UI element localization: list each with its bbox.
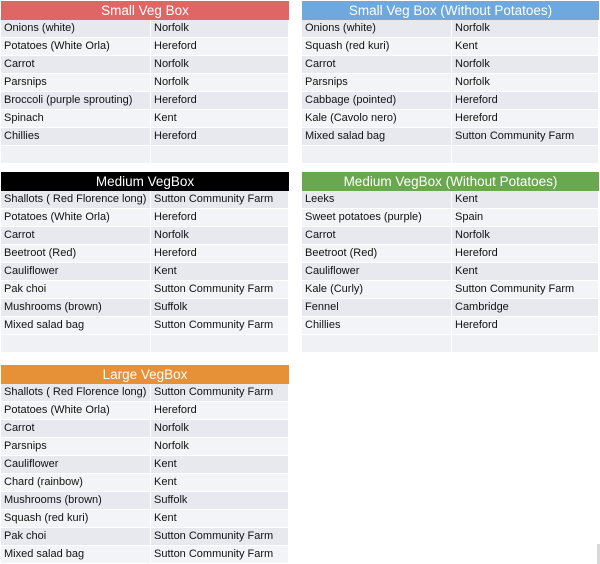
item-cell: Carrot	[302, 227, 452, 245]
origin-cell	[151, 146, 289, 164]
item-cell: Potatoes (White Orla)	[1, 209, 151, 227]
origin-cell: Hereford	[452, 245, 599, 263]
table-row	[1, 245, 289, 263]
origin-cell	[452, 335, 599, 353]
medium-veg-box	[1, 172, 289, 353]
item-cell	[302, 146, 452, 164]
table-row	[1, 146, 289, 164]
table-row	[1, 546, 289, 564]
table-row	[302, 335, 599, 353]
table-row	[1, 492, 289, 510]
origin-cell: Kent	[151, 456, 289, 474]
origin-cell: Norfolk	[151, 20, 289, 38]
origin-cell: Kent	[151, 110, 289, 128]
item-cell: Chillies	[302, 317, 452, 335]
item-cell: Squash (red kuri)	[1, 510, 151, 528]
origin-cell: Sutton Community Farm	[452, 128, 599, 146]
origin-cell: Sutton Community Farm	[151, 528, 289, 546]
table-row	[1, 420, 289, 438]
origin-cell: Norfolk	[452, 20, 599, 38]
item-cell: Onions (white)	[1, 20, 151, 38]
item-cell: Carrot	[302, 56, 452, 74]
table-row	[302, 227, 599, 245]
table-row	[302, 128, 599, 146]
item-cell: Kale (Curly)	[302, 281, 452, 299]
table-row	[1, 227, 289, 245]
table-row	[1, 209, 289, 227]
origin-cell: Hereford	[151, 92, 289, 110]
item-cell: Spinach	[1, 110, 151, 128]
origin-cell: Sutton Community Farm	[151, 384, 289, 402]
origin-cell: Norfolk	[151, 227, 289, 245]
origin-cell: Kent	[452, 191, 599, 209]
small-veg-box-without-potatoes	[302, 1, 599, 164]
item-cell: Shallots ( Red Florence long)	[1, 191, 151, 209]
small-veg-box	[1, 1, 289, 164]
table-row	[1, 474, 289, 492]
origin-cell: Hereford	[151, 209, 289, 227]
origin-cell: Suffolk	[151, 299, 289, 317]
item-cell: Chard (rainbow)	[1, 474, 151, 492]
table-row	[302, 263, 599, 281]
origin-cell: Norfolk	[151, 56, 289, 74]
origin-cell	[151, 335, 289, 353]
box-table	[302, 191, 599, 353]
item-cell: Mushrooms (brown)	[1, 492, 151, 510]
origin-cell: Norfolk	[452, 74, 599, 92]
table-row	[1, 317, 289, 335]
item-cell: Pak choi	[1, 528, 151, 546]
table-row	[302, 299, 599, 317]
table-row	[1, 92, 289, 110]
table-row	[1, 510, 289, 528]
table-row	[302, 146, 599, 164]
item-cell: Cabbage (pointed)	[302, 92, 452, 110]
table-row	[1, 20, 289, 38]
table-row	[1, 384, 289, 402]
origin-cell: Kent	[151, 474, 289, 492]
origin-cell: Kent	[452, 38, 599, 56]
table-row	[1, 299, 289, 317]
origin-cell: Sutton Community Farm	[151, 317, 289, 335]
origin-cell: Hereford	[151, 38, 289, 56]
item-cell: Cauliflower	[302, 263, 452, 281]
table-row	[302, 20, 599, 38]
box-title: Small Veg Box	[1, 1, 289, 20]
item-cell	[302, 335, 452, 353]
origin-cell: Sutton Community Farm	[151, 191, 289, 209]
origin-cell	[452, 146, 599, 164]
origin-cell: Cambridge	[452, 299, 599, 317]
item-cell: Mixed salad bag	[1, 546, 151, 564]
item-cell	[1, 146, 151, 164]
item-cell: Carrot	[1, 56, 151, 74]
table-row	[1, 528, 289, 546]
origin-cell: Kent	[452, 263, 599, 281]
box-table	[302, 20, 599, 164]
item-cell: Cauliflower	[1, 456, 151, 474]
box-title: Small Veg Box (Without Potatoes)	[302, 1, 599, 20]
item-cell: Cauliflower	[1, 263, 151, 281]
origin-cell: Sutton Community Farm	[452, 281, 599, 299]
medium-veg-box-without-potatoes	[302, 172, 599, 353]
table-row	[1, 128, 289, 146]
table-row	[302, 317, 599, 335]
item-cell: Shallots ( Red Florence long)	[1, 384, 151, 402]
origin-cell: Kent	[151, 263, 289, 281]
table-row	[1, 263, 289, 281]
origin-cell: Sutton Community Farm	[151, 546, 289, 564]
item-cell: Kale (Cavolo nero)	[302, 110, 452, 128]
origin-cell: Norfolk	[452, 56, 599, 74]
item-cell: Chillies	[1, 128, 151, 146]
table-row	[302, 209, 599, 227]
box-table	[1, 384, 289, 564]
item-cell	[1, 335, 151, 353]
box-table	[1, 20, 289, 164]
table-row	[1, 281, 289, 299]
item-cell: Broccoli (purple sprouting)	[1, 92, 151, 110]
box-title: Large VegBox	[1, 365, 289, 384]
origin-cell: Spain	[452, 209, 599, 227]
origin-cell: Norfolk	[151, 74, 289, 92]
origin-cell: Sutton Community Farm	[151, 281, 289, 299]
table-row	[1, 335, 289, 353]
box-title: Medium VegBox (Without Potatoes)	[302, 172, 599, 191]
item-cell: Pak choi	[1, 281, 151, 299]
table-row	[1, 191, 289, 209]
origin-cell: Suffolk	[151, 492, 289, 510]
origin-cell: Norfolk	[151, 420, 289, 438]
origin-cell: Hereford	[151, 128, 289, 146]
item-cell: Beetroot (Red)	[302, 245, 452, 263]
item-cell: Mixed salad bag	[1, 317, 151, 335]
table-row	[1, 402, 289, 420]
table-row	[302, 38, 599, 56]
item-cell: Potatoes (White Orla)	[1, 402, 151, 420]
item-cell: Parsnips	[302, 74, 452, 92]
origin-cell: Hereford	[452, 92, 599, 110]
item-cell: Carrot	[1, 420, 151, 438]
table-row	[302, 92, 599, 110]
item-cell: Fennel	[302, 299, 452, 317]
large-veg-box	[1, 365, 289, 564]
table-row	[1, 456, 289, 474]
table-row	[1, 38, 289, 56]
table-row	[302, 56, 599, 74]
item-cell: Mushrooms (brown)	[1, 299, 151, 317]
origin-cell: Hereford	[151, 245, 289, 263]
origin-cell: Kent	[151, 510, 289, 528]
item-cell: Carrot	[1, 227, 151, 245]
item-cell: Parsnips	[1, 438, 151, 456]
item-cell: Sweet potatoes (purple)	[302, 209, 452, 227]
origin-cell: Hereford	[151, 402, 289, 420]
origin-cell: Hereford	[452, 317, 599, 335]
table-row	[302, 74, 599, 92]
table-row	[1, 74, 289, 92]
table-row	[302, 110, 599, 128]
item-cell: Squash (red kuri)	[302, 38, 452, 56]
item-cell: Beetroot (Red)	[1, 245, 151, 263]
origin-cell: Norfolk	[452, 227, 599, 245]
table-row	[302, 191, 599, 209]
table-row	[1, 56, 289, 74]
item-cell: Potatoes (White Orla)	[1, 38, 151, 56]
box-table	[1, 191, 289, 353]
item-cell: Parsnips	[1, 74, 151, 92]
item-cell: Mixed salad bag	[302, 128, 452, 146]
box-title: Medium VegBox	[1, 172, 289, 191]
table-row	[302, 245, 599, 263]
item-cell: Onions (white)	[302, 20, 452, 38]
table-row	[302, 281, 599, 299]
table-row	[1, 438, 289, 456]
origin-cell: Hereford	[452, 110, 599, 128]
table-row	[1, 110, 289, 128]
item-cell: Leeks	[302, 191, 452, 209]
origin-cell: Norfolk	[151, 438, 289, 456]
